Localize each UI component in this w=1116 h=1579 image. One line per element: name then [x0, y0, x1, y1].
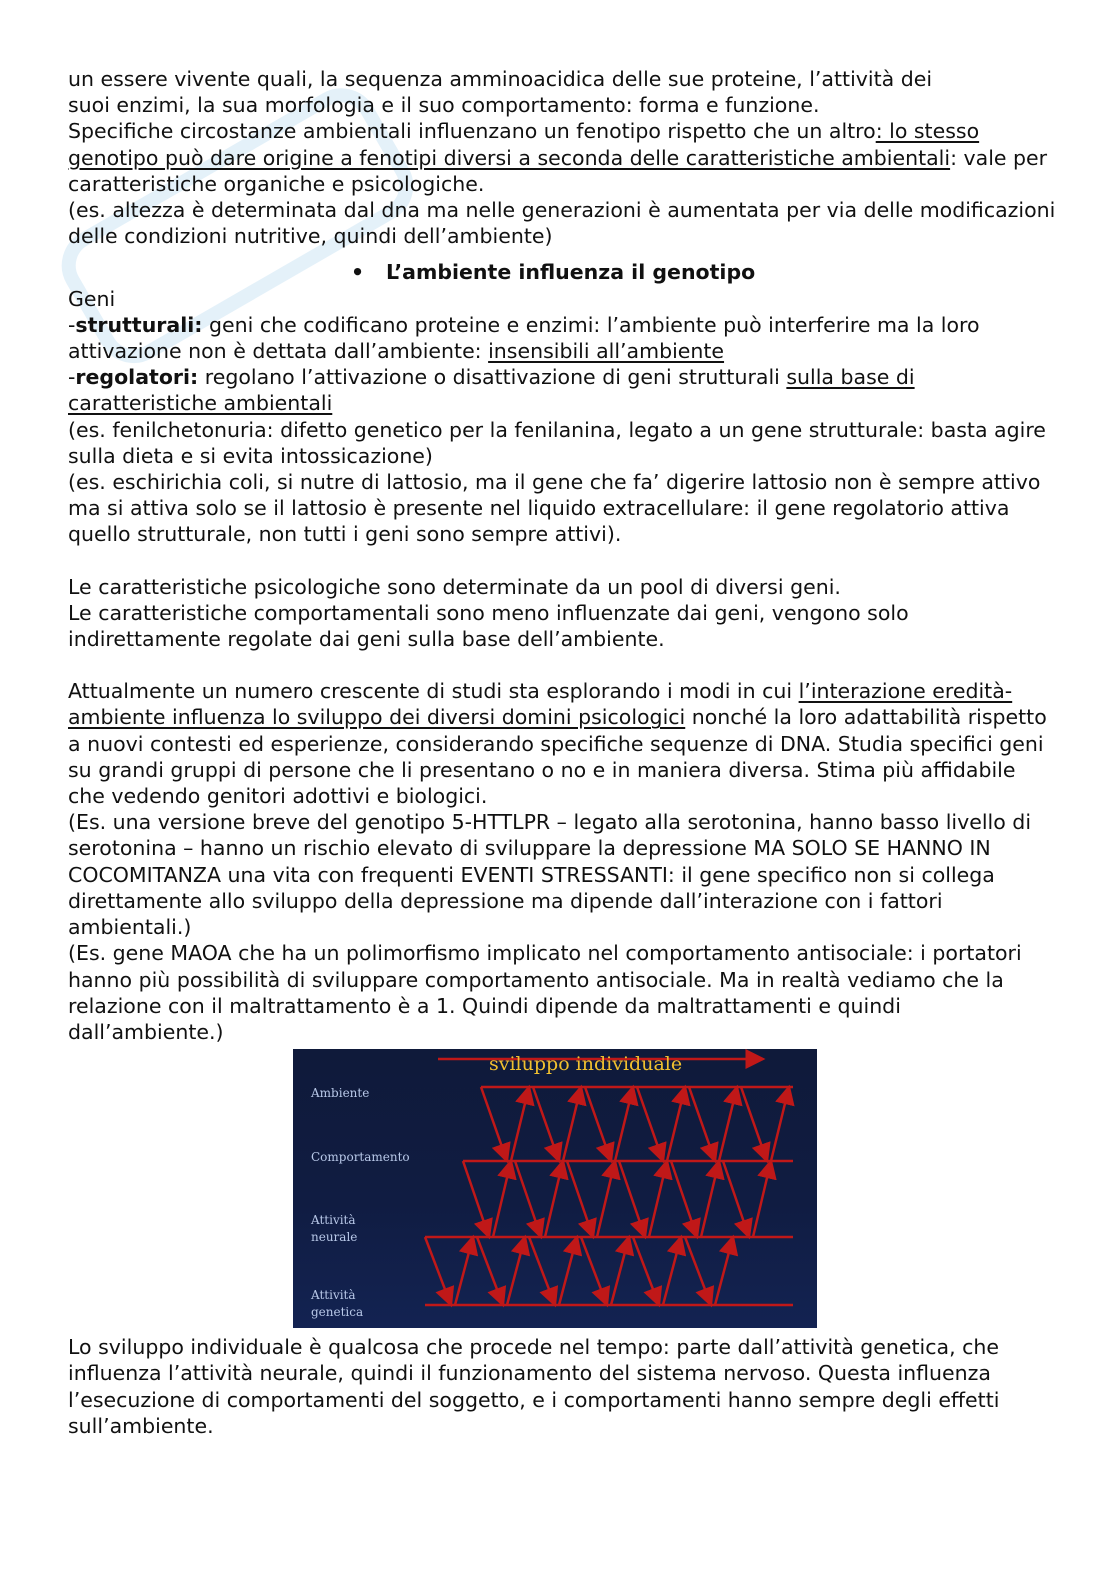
down-arrow: [637, 1087, 663, 1161]
up-arrow: [511, 1087, 529, 1161]
down-arrow: [567, 1161, 593, 1237]
example-fenilchetonuria: (es. fenilchetonuria: difetto genetico per la fenilanina, legato a un gene strutturale: basta agire sulla dieta e si evita intossicazione): [68, 417, 1046, 468]
down-arrow: [689, 1087, 715, 1161]
example-escherichia-coli: (es. eschirichia coli, si nutre di lattosio, ma il gene che fa’ digerire lattosio non è sempre attivo ma si attiva solo se il lattosio è presente nel liquido extracellulare: il gene regolatorio attiva quello strutturale, non tutti i geni sono sempre attivi).: [68, 470, 1041, 547]
up-arrow: [615, 1087, 633, 1161]
down-arrow: [741, 1087, 767, 1161]
paragraph-1-line-2: suoi enzimi, la sua morfologia e il suo comportamento: forma e funzione.: [68, 93, 820, 118]
diagram-title: sviluppo individuale: [489, 1053, 683, 1076]
document-page: [68, 66, 1058, 1439]
up-arrow: [715, 1237, 733, 1305]
down-arrow: [481, 1087, 507, 1161]
up-arrow: [753, 1161, 771, 1237]
strutturali-underlined: insensibili all’ambiente: [488, 339, 725, 364]
example-maoa: (Es. gene MAOA che ha un polimorfismo implicato nel comportamento antisociale: i portatori hanno più possibilità di sviluppare comportamento antisociale. Ma in realtà vediamo che la relazione con il maltrattamento è a 1. Quindi dipende da maltrattamenti e quindi dall’ambiente.): [68, 941, 1022, 1044]
section-heading-text: L’ambiente influenza il genotipo: [386, 260, 756, 285]
down-arrow: [633, 1237, 659, 1305]
up-arrow: [507, 1237, 525, 1305]
up-arrow: [545, 1161, 563, 1237]
studies-underlined: l’interazione eredità-ambiente influenza lo sviluppo dei diversi domini psicologici: [68, 679, 1013, 730]
development-diagram: [293, 1049, 817, 1328]
strutturali-term: strutturali:: [75, 312, 203, 337]
bullet-icon: •: [351, 260, 365, 285]
paragraph-2: Specifiche circostanze ambientali influenzano un fenotipo rispetto che un altro: lo stesso genotipo può dare origine a fenotipi diversi a seconda delle caratteristiche ambientali: vale per caratteristiche organiche e psicologiche.: [68, 119, 1048, 196]
strutturali-item: -strutturali: geni che codificano proteine e enzimi: l’ambiente può interferire ma la loro attivazione non è dettata dall’ambiente: insensibili all’ambiente: [68, 312, 980, 364]
up-arrow: [611, 1237, 629, 1305]
down-arrow: [477, 1237, 503, 1305]
underlined-phrase: : lo stesso genotipo può dare origine a fenotipi diversi a seconda delle caratteristiche ambientali: [68, 119, 980, 170]
down-arrow: [619, 1161, 645, 1237]
up-arrow: [667, 1087, 685, 1161]
down-arrow: [585, 1087, 611, 1161]
up-arrow: [597, 1161, 615, 1237]
down-arrow: [425, 1237, 451, 1305]
psych-paragraph-1: Le caratteristiche psicologiche sono determinate da un pool di diversi geni.: [68, 574, 841, 599]
label-attivita-genetica-2: genetica: [311, 1305, 364, 1320]
regolatori-item: -regolatori: regolano l’attivazione o disattivazione di geni strutturali sulla base di caratteristiche ambientali: [68, 365, 915, 416]
down-arrow: [671, 1161, 697, 1237]
up-arrow: [719, 1087, 737, 1161]
paragraph-1-line-1: un essere vivente quali, la sequenza amminoacidica delle sue proteine, l’attività dei: [68, 67, 933, 91]
label-attivita-neurale-2: neurale: [311, 1230, 358, 1245]
down-arrow: [581, 1237, 607, 1305]
up-arrow: [771, 1087, 789, 1161]
down-arrow: [723, 1161, 749, 1237]
up-arrow: [455, 1237, 473, 1305]
down-arrow: [533, 1087, 559, 1161]
up-arrow: [563, 1087, 581, 1161]
paragraph-3: (es. altezza è determinata dal dna ma nelle generazioni è aumentata per via delle modificazioni delle condizioni nutritive, quindi dell’ambiente): [68, 198, 1056, 249]
geni-label: Geni: [68, 286, 116, 311]
example-5httlpr: (Es. una versione breve del genotipo 5-HTTLPR – legato alla serotonina, hanno basso livello di serotonina – hanno un rischio elevato di sviluppare la depressione MA SOLO SE HANNO IN COCOMITANZA una vita con frequenti EVENTI STRESSANTI: il gene specifico non si collega direttamente allo sviluppo della depressione ma dipende dall’interazione con i fattori ambientali.): [68, 810, 1032, 940]
diagram-arrows: [293, 1049, 817, 1328]
down-arrow: [685, 1237, 711, 1305]
label-attivita-neurale-1: Attività: [311, 1213, 356, 1228]
regolatori-underlined: sulla base di caratteristiche ambientali: [68, 365, 915, 416]
regolatori-term: regolatori:: [75, 365, 199, 390]
down-arrow: [515, 1161, 541, 1237]
studies-paragraph: Attualmente un numero crescente di studi sta esplorando i modi in cui l’interazione eredità-ambiente influenza lo sviluppo dei diversi domini psicologici nonché la loro adattabilità rispetto a nuovi contesti ed esperienze, considerando specifiche sequenze di DNA. Studia specifici geni su grandi gruppi di persone che li presentano o no e in maniera diversa. Stima più affidabile che vedendo genitori adottivi e biologici.: [68, 679, 1047, 809]
up-arrow: [649, 1161, 667, 1237]
up-arrow: [493, 1161, 511, 1237]
label-ambiente: Ambiente: [311, 1086, 370, 1101]
up-arrow: [701, 1161, 719, 1237]
label-attivita-genetica-1: Attività: [311, 1288, 356, 1303]
conclusion-paragraph: Lo sviluppo individuale è qualcosa che procede nel tempo: parte dall’attività genetica, che influenza l’attività neurale, quindi il funzionamento del sistema nervoso. Questa influenza l’esecuzione di comportamenti del soggetto, e i comportamenti hanno sempre degli effetti sull’ambiente.: [68, 1335, 1000, 1438]
up-arrow: [559, 1237, 577, 1305]
up-arrow: [663, 1237, 681, 1305]
down-arrow: [529, 1237, 555, 1305]
label-comportamento: Comportamento: [311, 1150, 410, 1165]
psych-paragraph-2: Le caratteristiche comportamentali sono meno influenzate dai geni, vengono solo indirettamente regolate dai geni sulla base dell’ambiente.: [68, 600, 909, 652]
down-arrow: [463, 1161, 489, 1237]
section-heading: [68, 259, 1058, 285]
